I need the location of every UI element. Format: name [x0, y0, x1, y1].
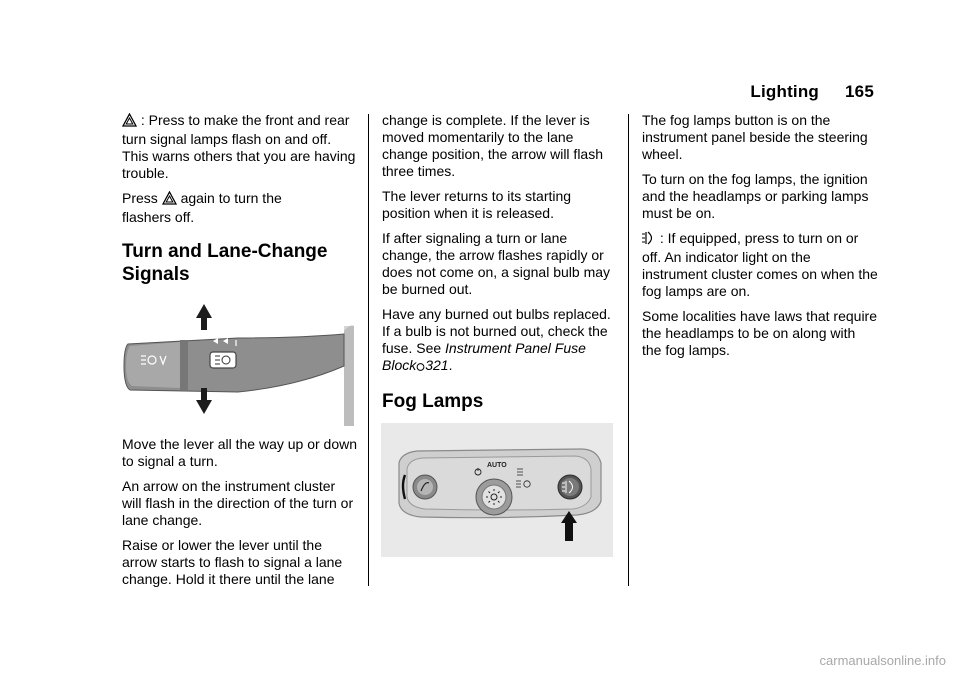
running-header [750, 82, 874, 102]
auto-label: AUTO [487, 462, 507, 469]
page-reference-icon [416, 359, 425, 376]
press-again-paragraph [122, 190, 358, 226]
hazard-text: : Press to make the front and rear turn signal lamps flash on and off. This warns others that you are having trouble. [122, 112, 356, 181]
column-1 [122, 112, 358, 596]
fog-lamp-panel-figure [381, 423, 613, 557]
hazard-paragraph [122, 112, 358, 182]
col2-paragraph-1: change is complete. If the lever is moved momentarily to the lane change position, the arrow will flash three times. [382, 112, 604, 179]
col3-paragraph-1: The fog lamps button is on the instrument panel beside the steering wheel. [642, 112, 868, 162]
page-number: 165 [845, 82, 874, 101]
col1-paragraph-3: Raise or lower the lever until the arrow starts to flash to signal a lane change. Hold it there until the lane [122, 537, 343, 587]
fuse-reference-text: Have any burned out bulbs replaced. If a bulb is not burned out, check the fuse. See [382, 306, 611, 356]
hazard-warning-icon [122, 113, 137, 131]
fog-lamp-icon [642, 231, 656, 249]
col3-paragraph-3 [642, 230, 878, 300]
fog-lamps-heading: Fog Lamps [382, 391, 484, 412]
hazard-warning-icon [162, 191, 177, 209]
fuse-block-link[interactable]: Instrument Panel Fuse Block [382, 340, 586, 373]
turn-signal-lever-figure [118, 296, 354, 426]
press-suffix: again to turn the [180, 190, 282, 206]
column-divider-1 [368, 114, 369, 586]
col1-paragraph-1: Move the lever all the way up or down to signal a turn. [122, 436, 358, 469]
col2-paragraph-2: The lever returns to its starting position when it is released. [382, 188, 572, 221]
section-title: Lighting [750, 82, 820, 101]
press-line-2: flashers off. [122, 209, 195, 225]
turn-signals-heading: Turn and Lane-Change Signals [122, 241, 328, 285]
press-prefix: Press [122, 190, 158, 206]
column-divider-2 [628, 114, 629, 586]
col3-paragraph-4: Some localities have laws that require the headlamps to be on along with the fog lamps. [642, 308, 878, 358]
fog-icon-text: : If equipped, press to turn on or off. An indicator light on the instrument cluster comes on when the fog lamps are on. [642, 230, 878, 299]
col2-paragraph-4: Have any burned out bulbs replaced. If a bulb is not burned out, check the fuse. See Instrument Panel Fuse Block 321. [382, 306, 618, 376]
col1-paragraph-2: An arrow on the instrument cluster will flash in the direction of the turn or lane change. [122, 478, 354, 528]
column-2 [382, 112, 618, 557]
site-watermark: carmanualsonline.info [819, 653, 946, 668]
column-3 [642, 112, 878, 367]
col3-paragraph-2: To turn on the fog lamps, the ignition and the headlamps or parking lamps must be on. [642, 171, 869, 221]
fuse-page-ref[interactable]: 321 [425, 357, 449, 373]
col2-paragraph-3: If after signaling a turn or lane change, the arrow flashes rapidly or does not come on, a signal bulb may be burned out. [382, 230, 611, 297]
